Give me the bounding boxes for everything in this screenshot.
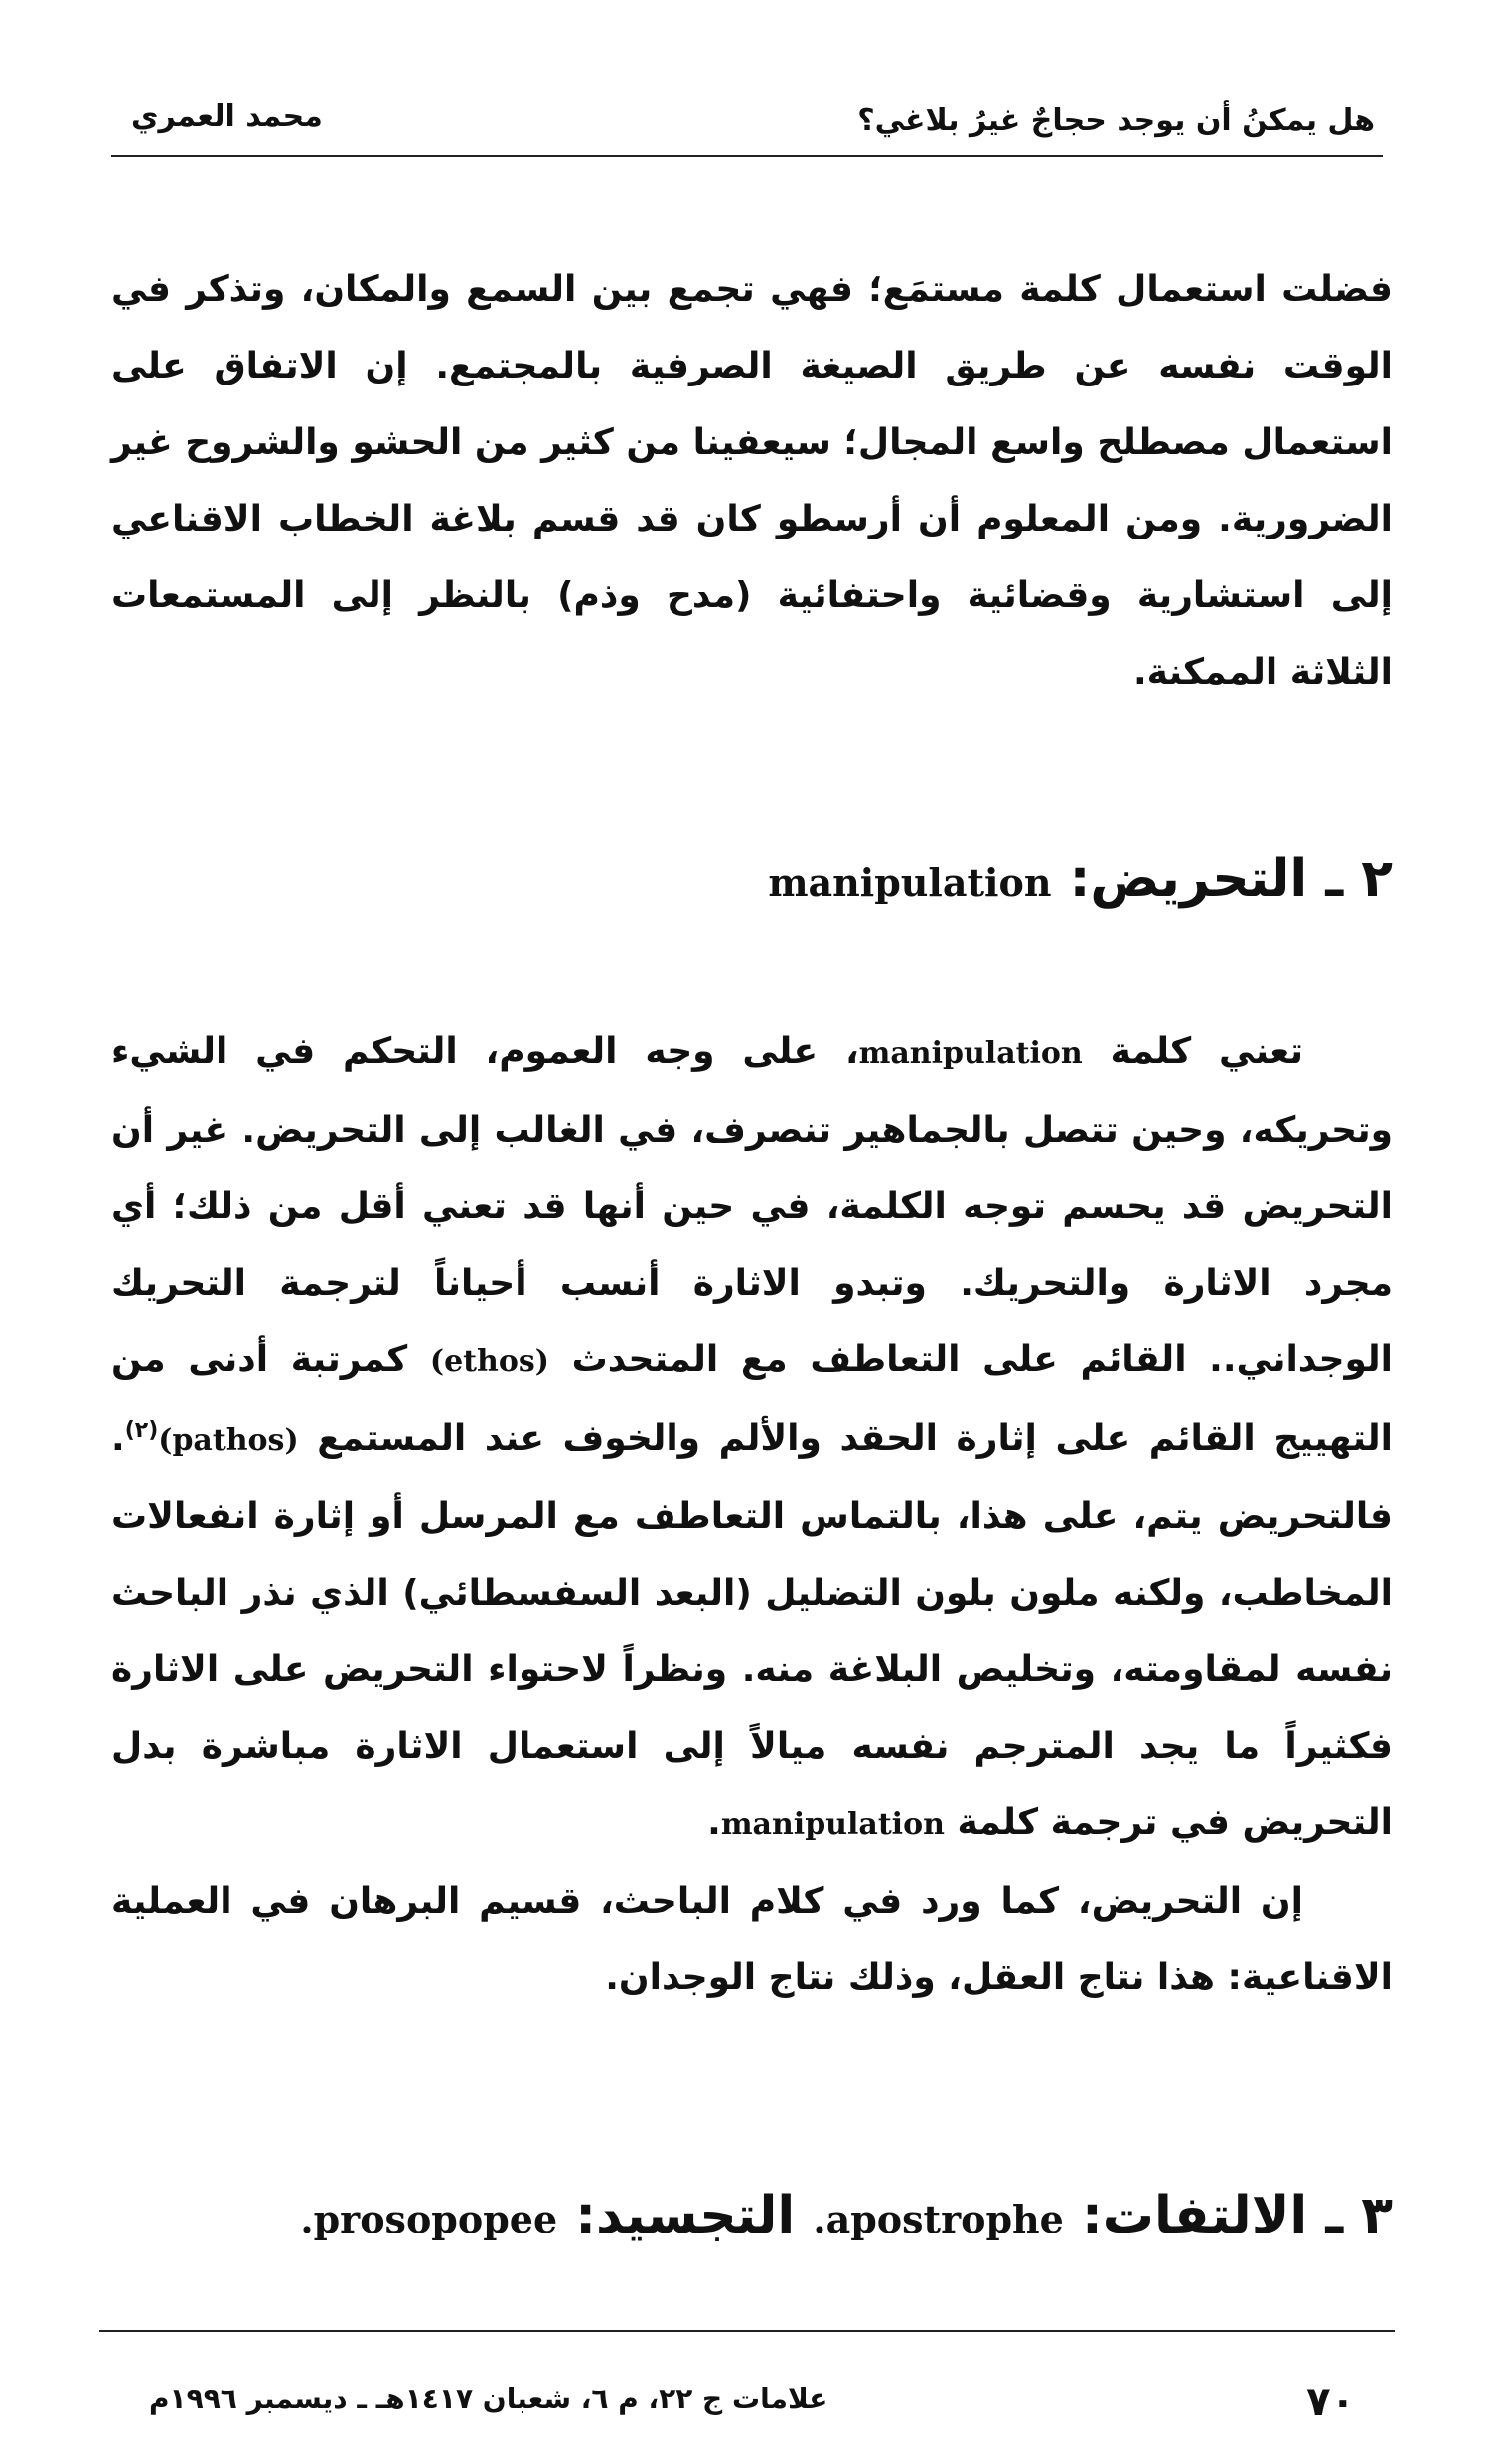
running-header <box>111 95 1383 157</box>
section-3-heading <box>111 2181 1393 2254</box>
footnote-marker: (٢) <box>124 1418 159 1443</box>
latin-term-pathos: (pathos) <box>158 1423 299 1458</box>
section-2-latin-term: manipulation <box>768 860 1052 905</box>
latin-term: manipulation <box>858 1036 1083 1071</box>
page-number: ٧٠ <box>1306 2380 1355 2425</box>
article-title: هل يمكنُ أن يوجد حجاجٌ غيرُ بلاغي؟ <box>857 103 1375 138</box>
section-2-number: ٢ ـ <box>1325 849 1393 909</box>
text-run: . <box>707 1802 721 1843</box>
section-3-title-2: التجسيد: <box>575 2186 796 2245</box>
text-run: تعني كلمة <box>1110 1031 1303 1072</box>
text-run: . فالتحريض يتم، على هذا، بالتماس التعاطف مع المرسل أو إثارة انفعالات المخاطب، ولكنه ملون بلون التضليل (البعد السفسطائي) الذي نذر الباحث نفسه لمقاومته، وتخليص البلاغة منه. ونظراً لاحتواء التحريض على الاثارة فكثيراً ما يجد المترجم نفسه ميالاً إلى استعمال الاثارة مباشرة بدل التحريض في ترجمة كلمة <box>111 1418 1393 1843</box>
section-3-latin-1: apostrophe. <box>813 2197 1064 2241</box>
section-2-heading <box>111 845 1393 918</box>
text-run: كمرتبة أدنى من التهييج القائم على إثارة الحقد والألم والخوف عند المستمع <box>111 1339 1393 1459</box>
section-3-title-1: الالتفات: <box>1081 2186 1308 2245</box>
section-2-paragraph-2: إن التحريض، كما ورد في كلام الباحث، قسيم البرهان في العملية الاقناعية: هذا نتاج العقل، وذلك نتاج الوجدان. <box>111 1881 1393 1998</box>
latin-term: manipulation <box>720 1807 945 1842</box>
footer-divider <box>99 2330 1395 2332</box>
section-3-latin-2: prosopopee. <box>300 2197 558 2241</box>
intro-block <box>111 251 1393 710</box>
section-2-body <box>111 1013 1393 2016</box>
journal-citation: علامات ج ٢٢، م ٦، شعبان ١٤١٧هـ ـ ديسمبر ١٩٩٦م <box>149 2383 828 2415</box>
section-2-title: التحريض: <box>1069 849 1308 909</box>
text-run: ، على وجه العموم، التحكم في الشيء وتحريكه، وحين تتصل بالجماهير تنصرف، في الغالب إلى التحريض. غير أن التحريض قد يحسم توجه الكلمة، في حين أنها قد تعني أقل من ذلك؛ أي مجرد الاثارة والتحريك. وتبدو الاثارة أنسب أحياناً لترجمة التحريك الوجداني.. القائم على التعاطف مع المتحدث <box>111 1031 1393 1380</box>
latin-term-ethos: (ethos) <box>429 1344 549 1379</box>
intro-paragraph: فضلت استعمال كلمة مستمَع؛ فهي تجمع بين السمع والمكان، وتذكر في الوقت نفسه عن طريق الصيغة الصرفية بالمجتمع. إن الاتفاق على استعمال مصطلح واسع المجال؛ سيعفينا من كثير من الحشو والشروح غير الضرورية. ومن المعلوم أن أرسطو كان قد قسم بلاغة الخطاب الاقناعي إلى استشارية وقضائية واحتفائية (مدح وذم) بالنظر إلى المستمعات الثلاثة الممكنة. <box>111 269 1393 693</box>
section-3-number: ٣ ـ <box>1325 2186 1393 2245</box>
author-name: محمد العمري <box>131 99 323 134</box>
section-2-paragraph-1 <box>111 1013 1393 1863</box>
